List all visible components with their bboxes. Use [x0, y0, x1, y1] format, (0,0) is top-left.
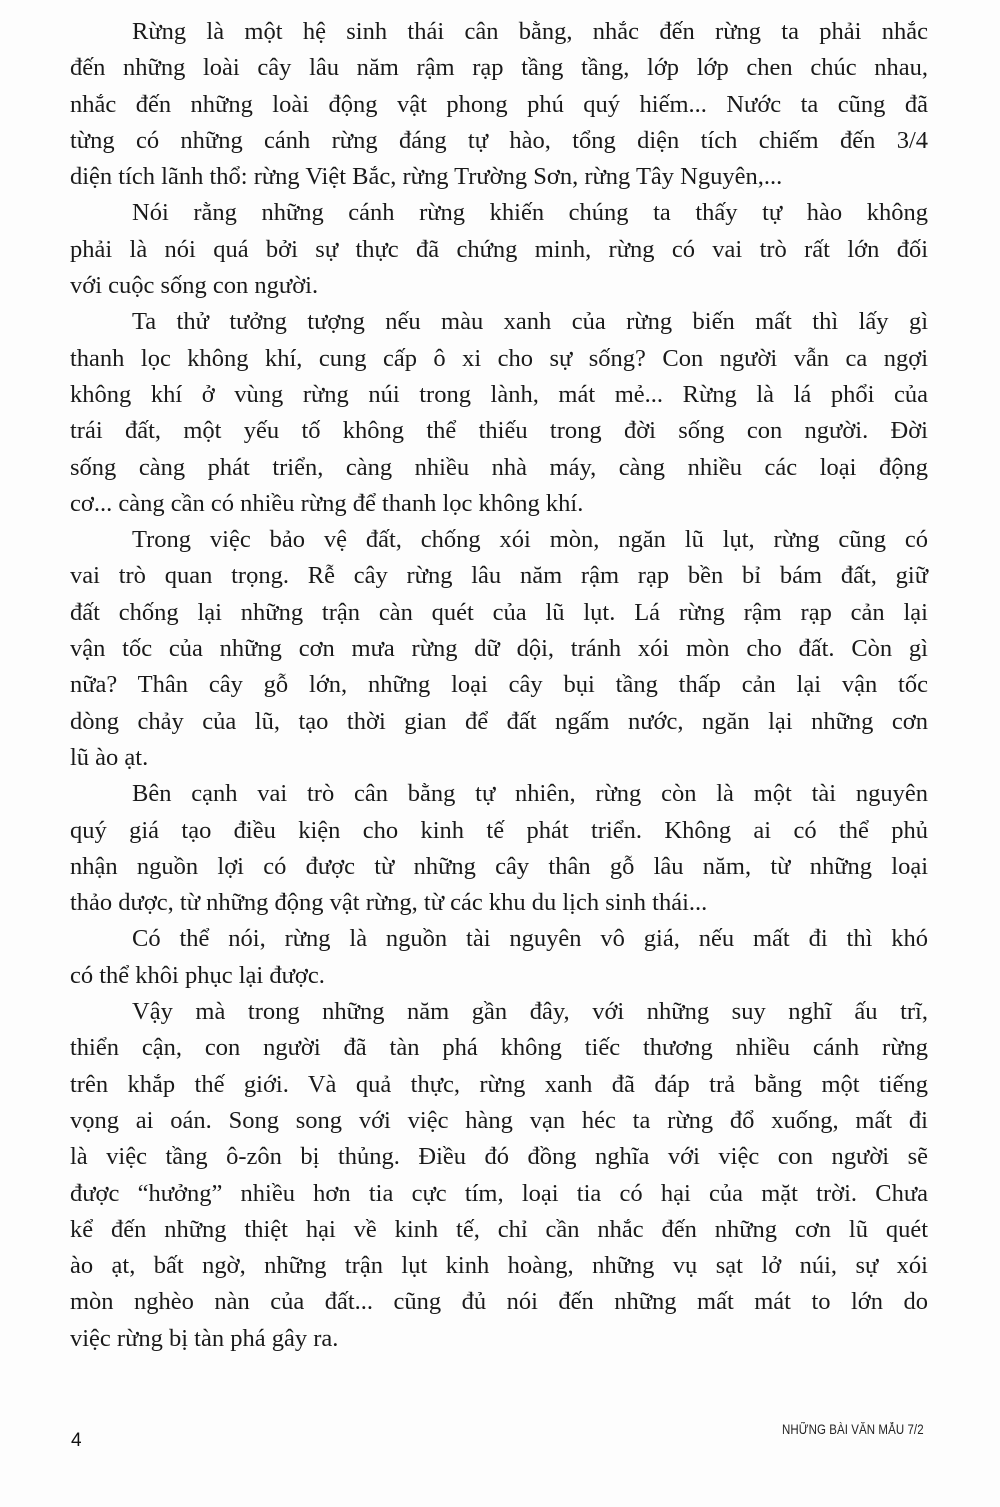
paragraph-7 — [70, 994, 928, 1357]
text-line: Ta thử tưởng tượng nếu màu xanh của rừng biến mất thì lấy gì — [132, 308, 928, 336]
text-line: vận tốc của những cơn mưa rừng dữ dội, tránh xói mòn cho đất. Còn gì — [70, 635, 928, 663]
text-line: Trong việc bảo vệ đất, chống xói mòn, ngăn lũ lụt, rừng cũng có — [132, 526, 928, 554]
body-text — [70, 14, 928, 1357]
page-number: 4 — [71, 1430, 82, 1451]
text-line: lũ ào ạt. — [70, 743, 149, 771]
text-line: được “hưởng” nhiều hơn tia cực tím, loại tia có hại của mặt trời. Chưa — [70, 1179, 928, 1207]
text-line: có thể khôi phục lại được. — [70, 961, 325, 989]
text-line: đất chống lại những trận càn quét của lũ lụt. Lá rừng rậm rạp cản lại — [70, 598, 928, 626]
paragraph-1 — [70, 14, 928, 195]
text-line: trên khắp thế giới. Và quả thực, rừng xanh đã đáp trả bằng một tiếng — [70, 1070, 928, 1098]
text-line: thảo dược, từ những động vật rừng, từ các khu du lịch sinh thái... — [70, 889, 708, 917]
text-line: với cuộc sống con người. — [70, 272, 319, 300]
paragraph-3 — [70, 304, 928, 522]
text-line: mòn nghèo nàn của đất... cũng đủ nói đến những mất mát to lớn do — [70, 1288, 928, 1316]
text-line: dòng chảy của lũ, tạo thời gian để đất ngấm nước, ngăn lại những cơn — [70, 707, 928, 735]
running-footer-title: NHỮNG BÀI VĂN MẪU 7/2 — [782, 1422, 924, 1437]
text-line: nữa? Thân cây gỗ lớn, những loại cây bụi tầng thấp cản lại vận tốc — [70, 671, 928, 699]
text-line: Bên cạnh vai trò cân bằng tự nhiên, rừng còn là một tài nguyên — [132, 780, 928, 808]
text-line: việc rừng bị tàn phá gây ra. — [70, 1324, 339, 1352]
text-line: thanh lọc không khí, cung cấp ô xi cho sự sống? Con người vẫn ca ngợi — [70, 344, 928, 372]
text-line: phải là nói quá bởi sự thực đã chứng minh, rừng có vai trò rất lớn đối — [70, 235, 928, 263]
text-line: trái đất, một yếu tố không thể thiếu trong đời sống con người. Đời — [70, 417, 928, 445]
text-line: diện tích lãnh thổ: rừng Việt Bắc, rừng Trường Sơn, rừng Tây Nguyên,... — [70, 163, 783, 191]
text-line: ào ạt, bất ngờ, những trận lụt kinh hoàng, những vụ sạt lở núi, sự xói — [70, 1252, 928, 1280]
text-line: thiển cận, con người đã tàn phá không tiếc thương nhiều cánh rừng — [70, 1034, 928, 1062]
text-line: đến những loài cây lâu năm rậm rạp tầng tầng, lớp lớp chen chúc nhau, — [70, 54, 928, 82]
text-line: Nói rằng những cánh rừng khiến chúng ta thấy tự hào không — [132, 199, 928, 227]
paragraph-2 — [70, 195, 928, 304]
text-line: sống càng phát triển, càng nhiều nhà máy, càng nhiều các loại động — [70, 453, 928, 481]
text-line: Có thể nói, rừng là nguồn tài nguyên vô giá, nếu mất đi thì khó — [132, 925, 928, 953]
text-line: từng có những cánh rừng đáng tự hào, tổng diện tích chiếm đến 3/4 — [70, 126, 928, 154]
text-line: Vậy mà trong những năm gần đây, với những suy nghĩ ấu trĩ, — [132, 998, 928, 1026]
text-line: quý giá tạo điều kiện cho kinh tế phát triển. Không ai có thể phủ — [70, 816, 928, 844]
paragraph-5 — [70, 776, 928, 921]
text-line: nhận nguồn lợi có được từ những cây thân gỗ lâu năm, từ những loại — [70, 852, 928, 880]
text-line: vọng ai oán. Song song với việc hàng vạn héc ta rừng đổ xuống, mất đi — [70, 1106, 928, 1134]
text-line: là việc tầng ô-zôn bị thủng. Điều đó đồng nghĩa với việc con người sẽ — [70, 1143, 928, 1171]
text-line: vai trò quan trọng. Rễ cây rừng lâu năm rậm rạp bền bỉ bám đất, giữ — [70, 562, 928, 590]
text-line: cơ... càng cần có nhiều rừng để thanh lọc không khí. — [70, 489, 584, 517]
text-line: nhắc đến những loài động vật phong phú quý hiếm... Nước ta cũng đã — [70, 90, 928, 118]
text-line: Rừng là một hệ sinh thái cân bằng, nhắc đến rừng ta phải nhắc — [132, 18, 928, 45]
paragraph-6 — [70, 921, 928, 994]
paragraph-4 — [70, 522, 928, 776]
text-line: kể đến những thiệt hại về kinh tế, chỉ cần nhắc đến những cơn lũ quét — [70, 1215, 928, 1243]
text-line: không khí ở vùng rừng núi trong lành, mát mẻ... Rừng là lá phổi của — [70, 380, 928, 408]
